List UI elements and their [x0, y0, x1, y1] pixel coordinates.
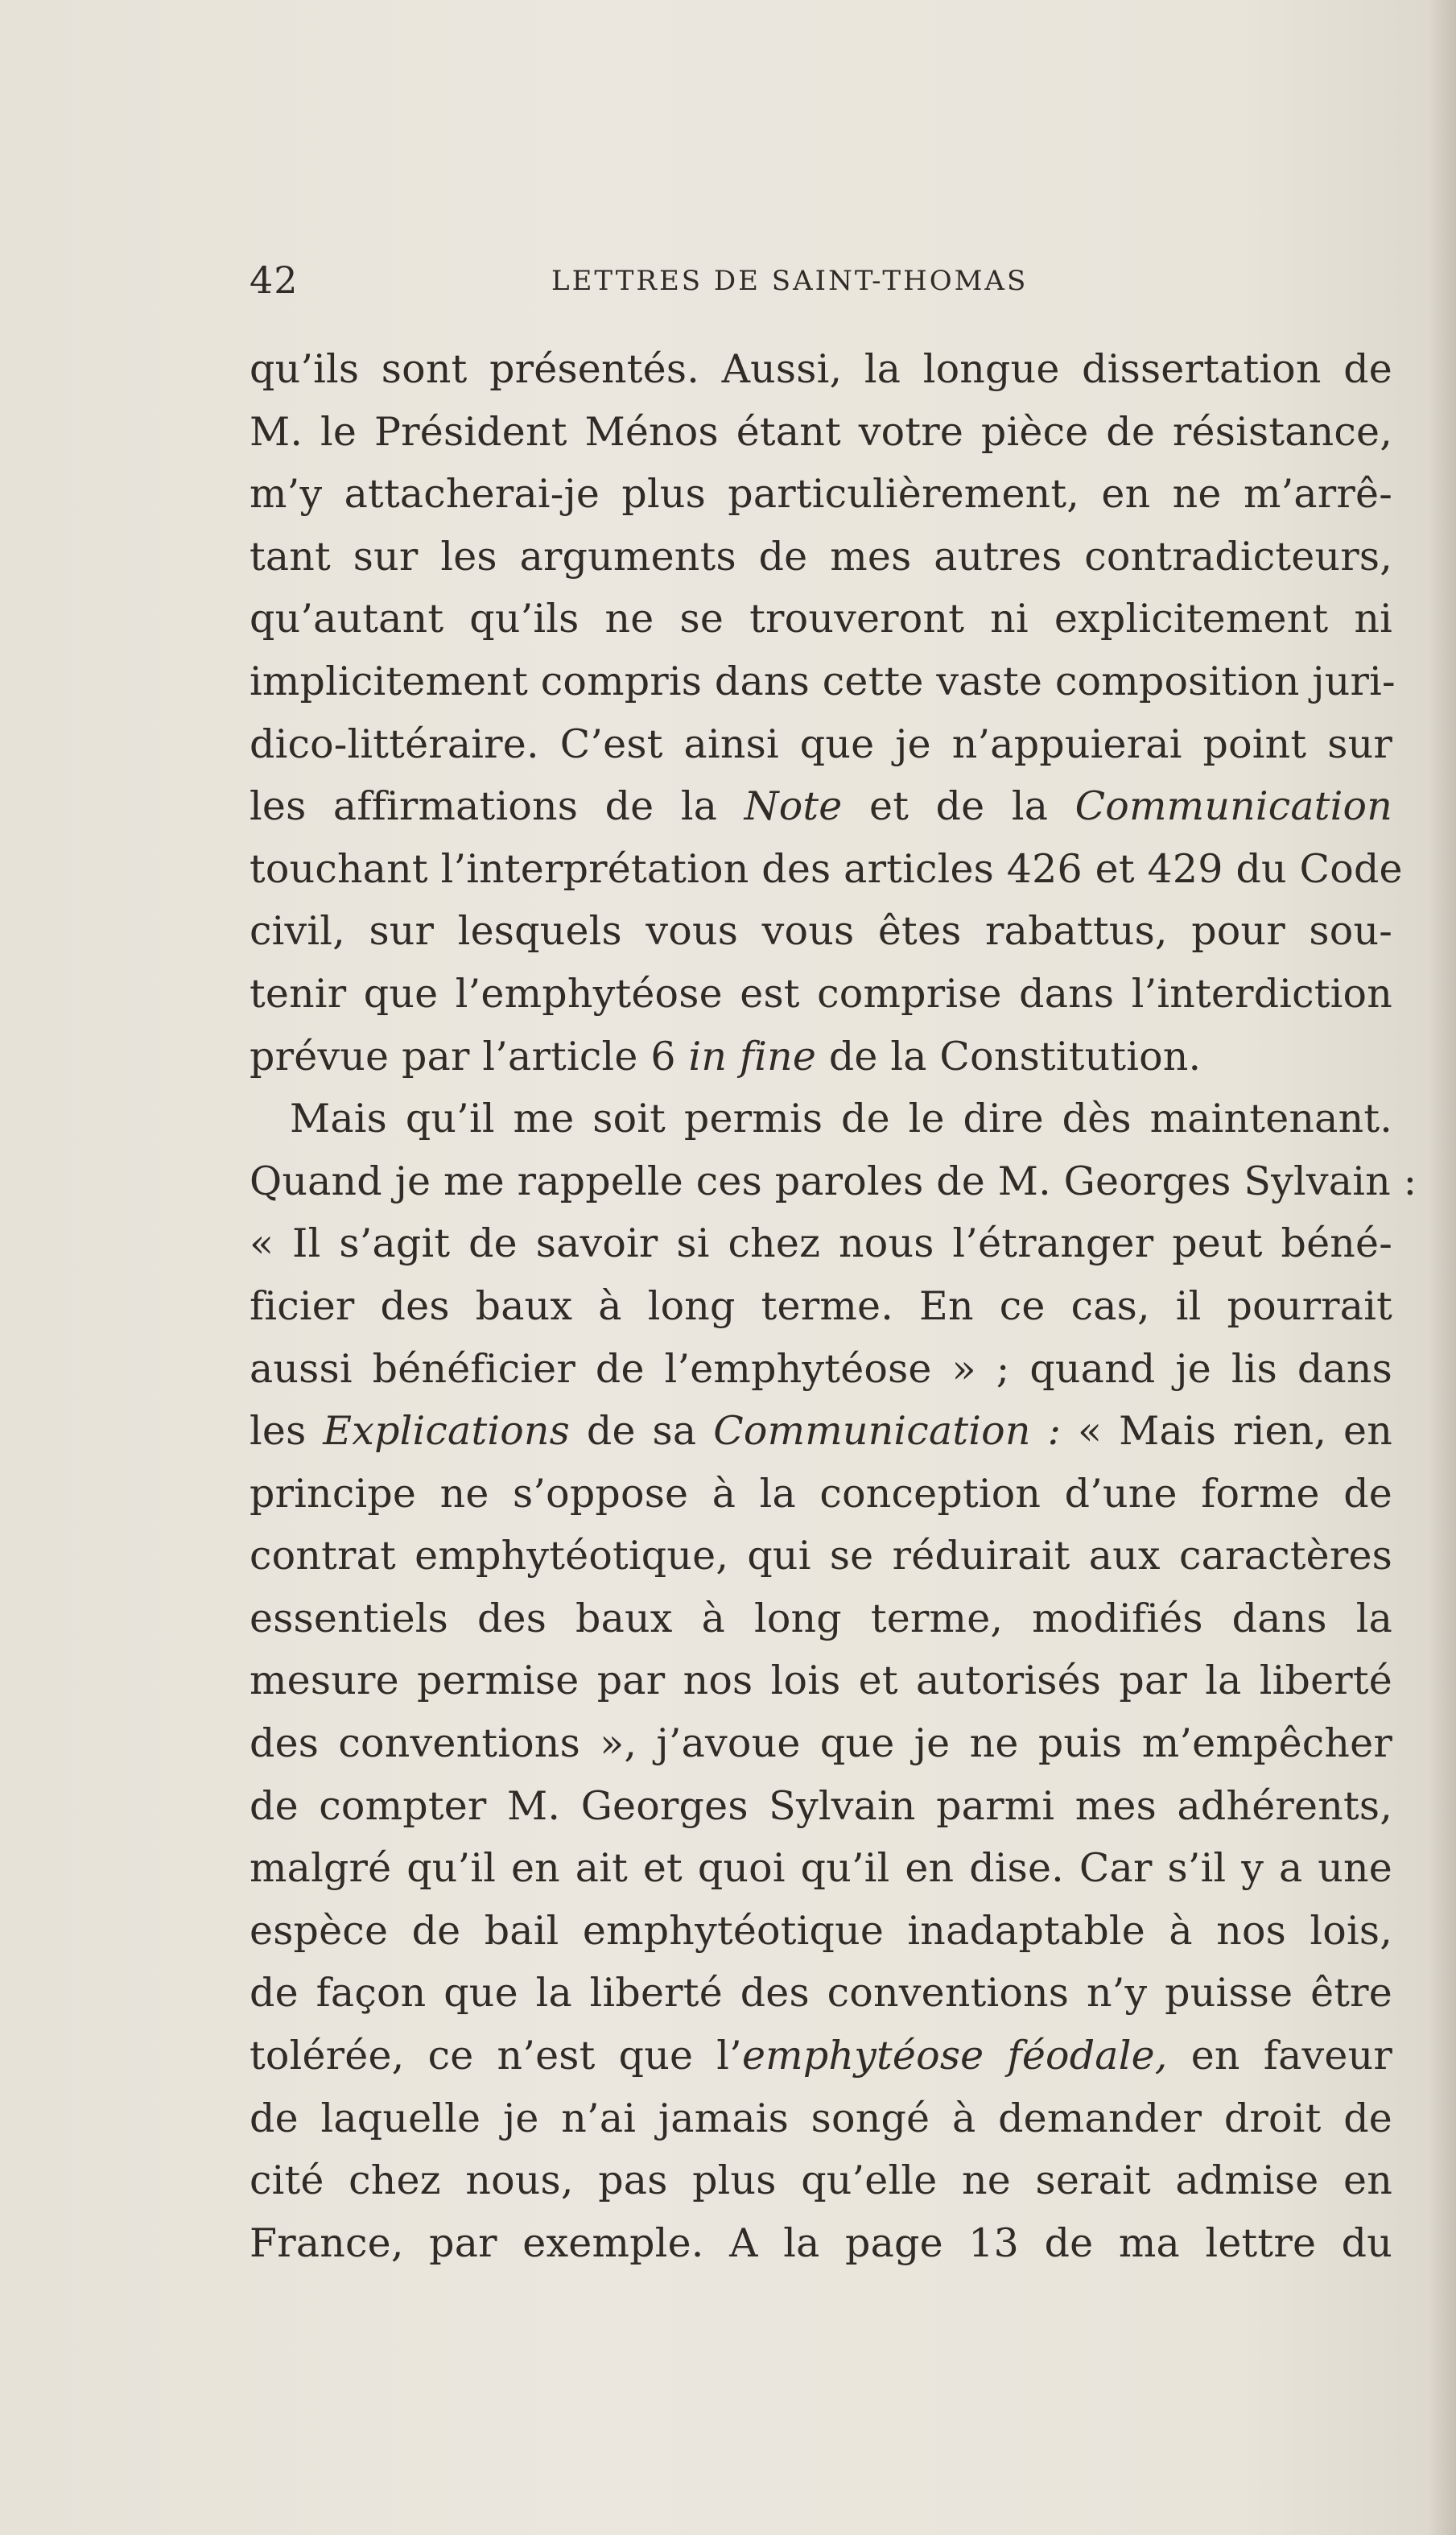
text-line — [250, 1712, 1392, 1775]
text-line — [250, 650, 1396, 713]
text-line — [250, 1275, 1392, 1338]
text-segment: de la Constitution. — [816, 1033, 1202, 1080]
text-segment: en faveur — [1167, 2033, 1392, 2079]
page-edge-shadow — [1429, 0, 1456, 2535]
text-line — [250, 1338, 1392, 1401]
page-number: 42 — [250, 258, 299, 302]
italic-text: Communication : — [713, 1408, 1062, 1455]
text-line — [250, 1587, 1392, 1650]
text-segment: de laquelle je n’ai jamais songé à demander droit de — [250, 2095, 1392, 2141]
text-segment: Mais qu’il me soit permis de le dire dès maintenant. — [290, 1096, 1392, 1142]
italic-text: Explications — [323, 1408, 571, 1455]
text-segment: principe ne s’oppose à la conception d’une forme de — [250, 1470, 1392, 1517]
text-line — [250, 338, 1392, 401]
text-line — [250, 2212, 1392, 2275]
text-line — [250, 1525, 1392, 1587]
text-line — [250, 1026, 1392, 1088]
text-line — [250, 1088, 1392, 1150]
text-segment: prévue par l’article 6 — [250, 1033, 689, 1080]
body-text — [250, 338, 1417, 2274]
text-line — [250, 1212, 1392, 1275]
text-segment: de sa — [570, 1408, 714, 1455]
text-line — [250, 2149, 1392, 2212]
text-segment: tolérée, ce n’est que l’ — [250, 2033, 742, 2079]
text-segment: qu’ils sont présentés. Aussi, la longue dissertation de — [250, 346, 1392, 392]
text-line — [250, 2025, 1392, 2087]
text-segment: qu’autant qu’ils ne se trouveront ni explicitement ni — [250, 596, 1392, 642]
text-line — [250, 401, 1392, 464]
text-segment: les affirmations de la — [250, 783, 744, 830]
text-line — [250, 463, 1392, 526]
text-line — [250, 1150, 1417, 1213]
text-segment: et de la — [842, 783, 1075, 830]
italic-text: Note — [744, 783, 843, 830]
text-line — [250, 838, 1403, 901]
italic-text: emphytéose féodale, — [741, 2033, 1168, 2079]
text-line — [250, 775, 1392, 838]
text-segment: « Mais rien, en — [1061, 1408, 1392, 1455]
text-segment: Quand je me rappelle ces paroles de M. Georges Sylvain : — [250, 1158, 1417, 1204]
text-segment: de compter M. Georges Sylvain parmi mes adhérents, — [250, 1782, 1392, 1829]
text-segment: implicitement compris dans cette vaste composition juri- — [250, 658, 1396, 704]
text-segment: cité chez nous, pas plus qu’elle ne serait admise en — [250, 2157, 1392, 2204]
text-segment: espèce de bail emphytéotique inadaptable à nos lois, — [250, 1907, 1392, 1954]
running-header — [250, 256, 1392, 304]
text-line — [250, 588, 1392, 650]
text-segment: aussi bénéficier de l’emphytéose » ; quand je lis dans — [250, 1345, 1392, 1392]
text-line — [250, 900, 1392, 963]
text-line — [250, 1900, 1392, 1963]
text-segment: mesure permise par nos lois et autorisés par la liberté — [250, 1658, 1392, 1704]
text-segment: les — [250, 1408, 324, 1455]
text-segment: « Il s’agit de savoir si chez nous l’étranger peut béné- — [250, 1220, 1392, 1267]
text-line — [250, 963, 1392, 1026]
text-segment: touchant l’interprétation des articles 426 et 429 du Code — [250, 845, 1403, 892]
italic-text: in fine — [688, 1033, 817, 1080]
text-segment: contrat emphytéotique, qui se réduirait aux caractères — [250, 1533, 1392, 1579]
text-line — [250, 1775, 1392, 1838]
italic-text: Communication — [1074, 783, 1392, 830]
text-line — [250, 1463, 1392, 1526]
text-line — [250, 1837, 1392, 1900]
text-line — [250, 1400, 1392, 1463]
text-segment: des conventions », j’avoue que je ne puis m’empêcher — [250, 1720, 1392, 1767]
text-segment: malgré qu’il en ait et quoi qu’il en dise. Car s’il y a une — [250, 1845, 1392, 1892]
text-line — [250, 1649, 1392, 1712]
running-title: LETTRES DE SAINT-THOMAS — [551, 265, 1029, 297]
text-segment: essentiels des baux à long terme, modifiés dans la — [250, 1595, 1392, 1641]
text-segment: ficier des baux à long terme. En ce cas, il pourrait — [250, 1282, 1392, 1329]
text-segment: France, par exemple. A la page 13 de ma lettre du — [250, 2219, 1392, 2266]
text-line — [250, 713, 1392, 776]
text-segment: civil, sur lesquels vous vous êtes rabattus, pour sou- — [250, 908, 1392, 955]
text-segment: tenir que l’emphytéose est comprise dans l’interdiction — [250, 970, 1392, 1017]
text-line — [250, 1962, 1392, 2025]
text-line — [250, 2087, 1392, 2150]
text-segment: dico-littéraire. C’est ainsi que je n’appuierai point sur — [250, 720, 1392, 767]
text-segment: m’y attacherai-je plus particulièrement, en ne m’arrê- — [250, 471, 1392, 518]
text-segment: M. le Président Ménos étant votre pièce de résistance, — [250, 408, 1392, 455]
text-segment: tant sur les arguments de mes autres contradicteurs, — [250, 533, 1392, 580]
text-segment: de façon que la liberté des conventions n’y puisse être — [250, 1970, 1392, 2017]
text-line — [250, 526, 1392, 588]
